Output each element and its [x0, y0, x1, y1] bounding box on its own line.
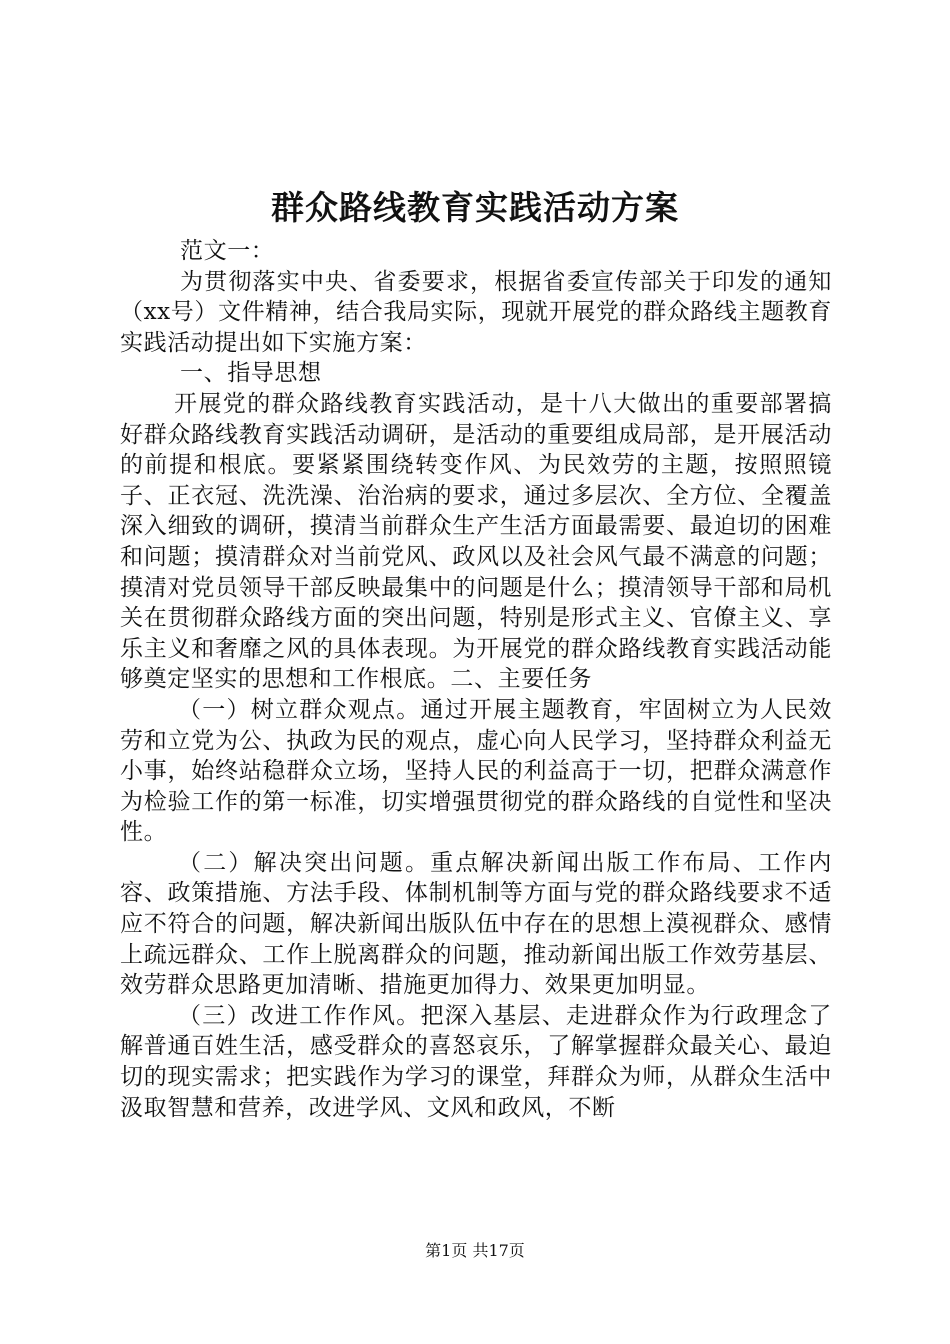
paragraph-task-3: （三）改进工作作风。把深入基层、走进群众作为行政理念了解普通百姓生活，感受群众的喜怒哀乐，了解掌握群众最关心、最迫切的现实需求；把实践作为学习的课堂，拜群众为师，从群众生活中汲取智慧和营养，改进学风、文风和政风，不断	[120, 1002, 832, 1121]
paragraph-guiding-thought: 开展党的群众路线教育实践活动，是十八大做出的重要部署搞好群众路线教育实践活动调研，是活动的重要组成局部，是开展活动的前提和根底。要紧紧围绕转变作风、为民效劳的主题，按照照镜子、正衣冠、洗洗澡、治治病的要求，通过多层次、全方位、全覆盖深入细致的调研，摸清当前群众生产生活方面最需要、最迫切的困难和问题；摸清群众对当前党风、政风以及社会风气最不满意的问题；摸清对党员领导干部反映最集中的问题是什么；摸清领导干部和局机关在贯彻群众路线方面的突出问题，特别是形式主义、官僚主义、享乐主义和奢靡之风的具体表现。为开展党的群众路线教育实践活动能够奠定坚实的思想和工作根底。二、主要任务	[120, 390, 832, 693]
paragraph-task-2: （二）解决突出问题。重点解决新闻出版工作布局、工作内容、政策措施、方法手段、体制机制等方面与党的群众路线要求不适应不符合的问题，解决新闻出版队伍中存在的思想上漠视群众、感情上疏远群众、工作上脱离群众的问题，推动新闻出版工作效劳基层、效劳群众思路更加清晰、措施更加得力、效果更加明显。	[120, 849, 832, 999]
document-body	[120, 236, 832, 1123]
paragraph-sample-label: 范文一：	[180, 238, 275, 264]
document-title: 群众路线教育实践活动方案	[271, 188, 679, 227]
heading-guiding-thought: 一、指导思想	[180, 360, 322, 387]
paragraph-task-1: （一）树立群众观点。通过开展主题教育，牢固树立为人民效劳和立党为公、执政为民的观点，虚心向人民学习，坚持群众利益无小事，始终站稳群众立场，坚持人民的利益高于一切，把群众满意作为检验工作的第一标准，切实增强贯彻党的群众路线的自觉性和坚决性。	[120, 696, 832, 846]
paragraph-intro: 为贯彻落实中央、省委要求，根据省委宣传部关于印发的通知（xx号）文件精神，结合我局实际，现就开展党的群众路线主题教育实践活动提出如下实施方案：	[120, 268, 832, 356]
page-footer: 第1页 共17页	[425, 1241, 525, 1260]
